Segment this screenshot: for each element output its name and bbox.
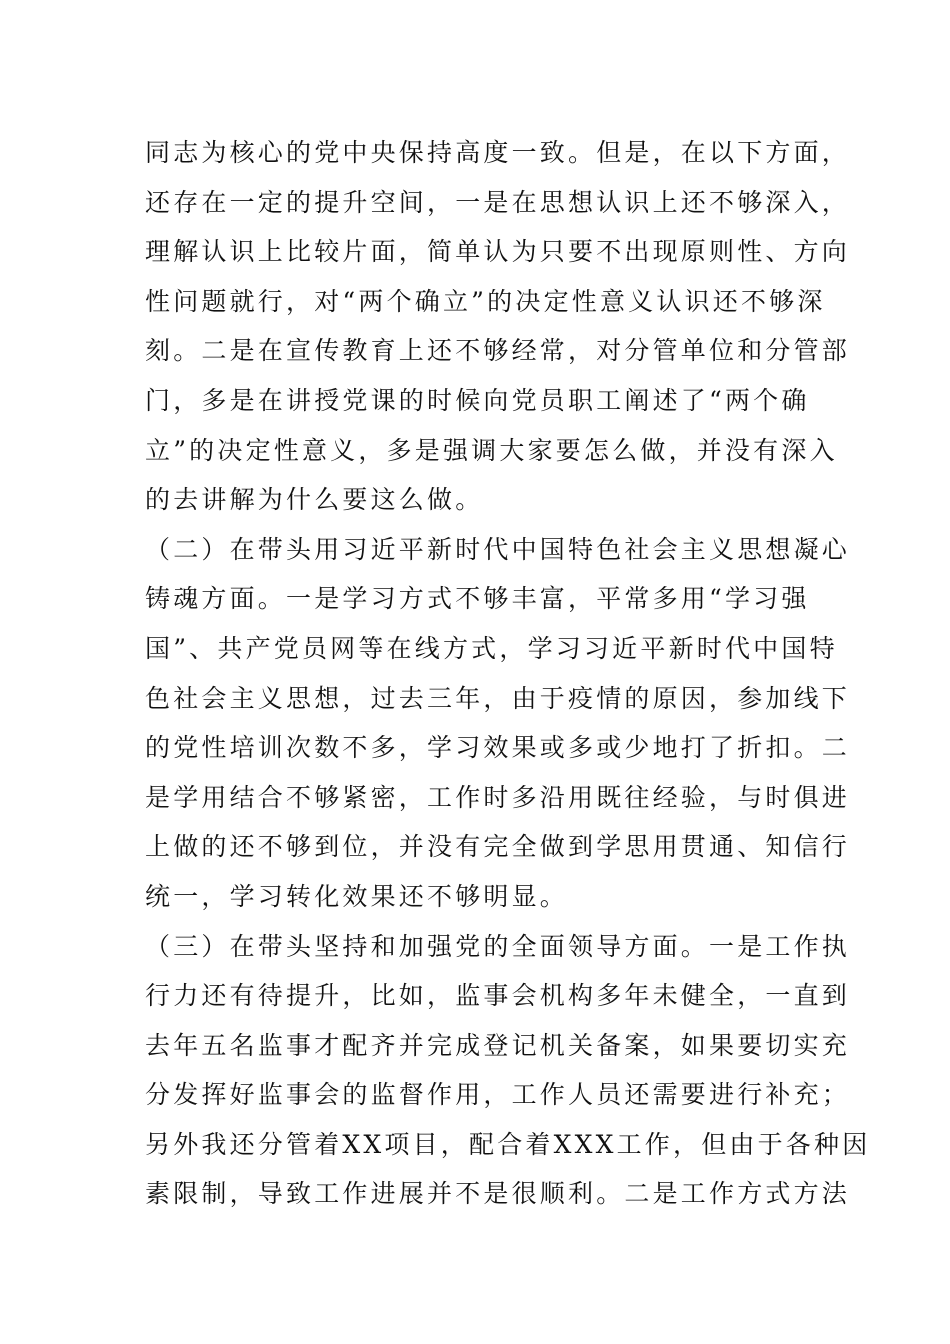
text-line-12: 色社会主义思想，过去三年，由于疫情的原因，参加线下 (145, 683, 851, 713)
text-line-15: 上做的还不够到位，并没有完全做到学思用贯通、知信行 (145, 832, 851, 862)
text-line-7: 立”的决定性意义，多是强调大家要怎么做，并没有深入 (145, 435, 838, 465)
text-line-3: 理解认识上比较片面，简单认为只要不出现原则性、方向 (145, 237, 851, 267)
text-line-19: 去年五名监事才配齐并完成登记机关备案，如果要切实充 (145, 1030, 851, 1060)
text-line-6: 门，多是在讲授党课的时候向党员职工阐述了“两个确 (145, 385, 810, 415)
text-line-2: 还存在一定的提升空间，一是在思想认识上还不够深入， (145, 187, 851, 217)
text-line-14: 是学用结合不够紧密，工作时多沿用既往经验，与时俱进 (145, 782, 851, 812)
text-line-22: 素限制，导致工作进展并不是很顺利。二是工作方式方法 (145, 1179, 851, 1209)
text-line-4: 性问题就行，对“两个确立”的决定性意义认识还不够深 (145, 286, 826, 316)
text-line-13: 的党性培训次数不多，学习效果或多或少地打了折扣。二 (145, 733, 851, 763)
text-line-9: （二）在带头用习近平新时代中国特色社会主义思想凝心 (145, 534, 851, 564)
text-line-8: 的去讲解为什么要这么做。 (145, 485, 484, 515)
text-line-21: 另外我还分管着XX项目，配合着XXX工作，但由于各种因 (145, 1129, 871, 1159)
text-line-1: 同志为核心的党中央保持高度一致。但是，在以下方面， (145, 138, 851, 167)
text-line-17: （三）在带头坚持和加强党的全面领导方面。一是工作执 (145, 931, 851, 961)
document-body (145, 128, 871, 1219)
text-line-18: 行力还有待提升，比如，监事会机构多年未健全，一直到 (145, 981, 851, 1011)
text-line-10: 铸魂方面。一是学习方式不够丰富，平常多用“学习强 (145, 584, 810, 614)
text-line-5: 刻。二是在宣传教育上还不够经常，对分管单位和分管部 (145, 336, 851, 366)
text-line-20: 分发挥好监事会的监督作用，工作人员还需要进行补充； (145, 1080, 851, 1110)
text-line-16: 统一，学习转化效果还不够明显。 (145, 881, 569, 911)
text-line-11: 国”、共产党员网等在线方式，学习习近平新时代中国特 (145, 633, 838, 663)
